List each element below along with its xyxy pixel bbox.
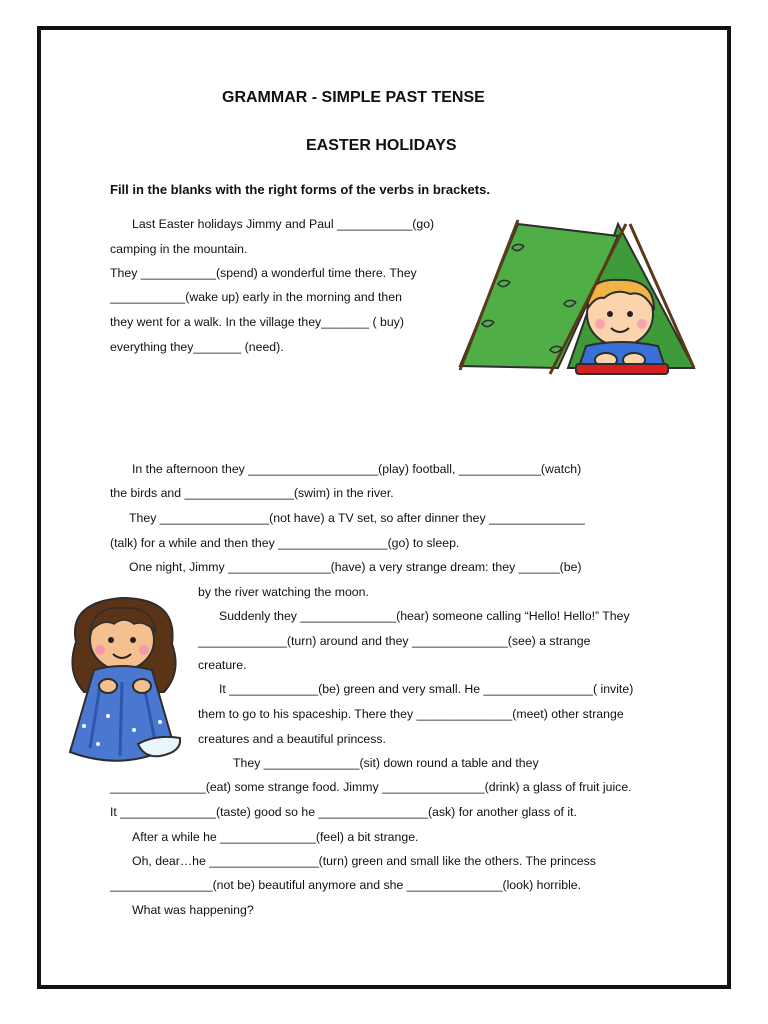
- exercise-line: Oh, dear…he ________________(turn) green and small like the others. The princess: [132, 854, 596, 868]
- exercise-line: creature.: [198, 658, 247, 672]
- worksheet-subtitle: EASTER HOLIDAYS: [306, 137, 457, 154]
- instructions: Fill in the blanks with the right forms of the verbs in brackets.: [110, 182, 490, 197]
- exercise-line: everything they_______ (need).: [110, 340, 284, 354]
- exercise-line: by the river watching the moon.: [198, 585, 369, 599]
- exercise-line: One night, Jimmy _______________(have) a very strange dream: they ______(be): [129, 560, 582, 574]
- exercise-line: them to go to his spaceship. There they ______________(meet) other strange: [198, 707, 624, 721]
- exercise-line: ______________(eat) some strange food. Jimmy _______________(drink) a glass of fruit juice.: [110, 780, 632, 794]
- exercise-line: After a while he ______________(feel) a bit strange.: [132, 830, 419, 844]
- exercise-line: In the afternoon they ___________________(play) football, ____________(watch): [132, 462, 582, 476]
- exercise-line: _____________(turn) around and they ______________(see) a strange: [198, 634, 591, 648]
- exercise-line: What was happening?: [132, 903, 254, 917]
- exercise-line: They ___________(spend) a wonderful time there. They: [110, 266, 417, 280]
- tent-boy-illustration: [458, 218, 700, 380]
- exercise-line: They ________________(not have) a TV set, so after dinner they ______________: [129, 511, 585, 525]
- exercise-line: Last Easter holidays Jimmy and Paul ___________(go): [132, 217, 435, 231]
- worksheet-title: GRAMMAR - SIMPLE PAST TENSE: [222, 89, 485, 106]
- exercise-line: they went for a walk. In the village they_______ ( buy): [110, 315, 404, 329]
- exercise-line: camping in the mountain.: [110, 242, 248, 256]
- exercise-line: creatures and a beautiful princess.: [198, 732, 386, 746]
- exercise-line: the birds and ________________(swim) in the river.: [110, 486, 394, 500]
- exercise-line: It _____________(be) green and very small. He ________________( invite): [219, 682, 634, 696]
- exercise-line: (talk) for a while and then they ________________(go) to sleep.: [110, 536, 460, 550]
- page-border: [37, 26, 731, 989]
- girl-illustration: [64, 596, 190, 772]
- exercise-line: _______________(not be) beautiful anymore and she ______________(look) horrible.: [110, 878, 582, 892]
- exercise-line: ___________(wake up) early in the morning and then: [110, 290, 402, 304]
- exercise-line: It ______________(taste) good so he ________________(ask) for another glass of it.: [110, 805, 577, 819]
- exercise-line: Suddenly they ______________(hear) someone calling “Hello! Hello!” They: [219, 609, 630, 623]
- exercise-line: They ______________(sit) down round a table and they: [233, 756, 539, 770]
